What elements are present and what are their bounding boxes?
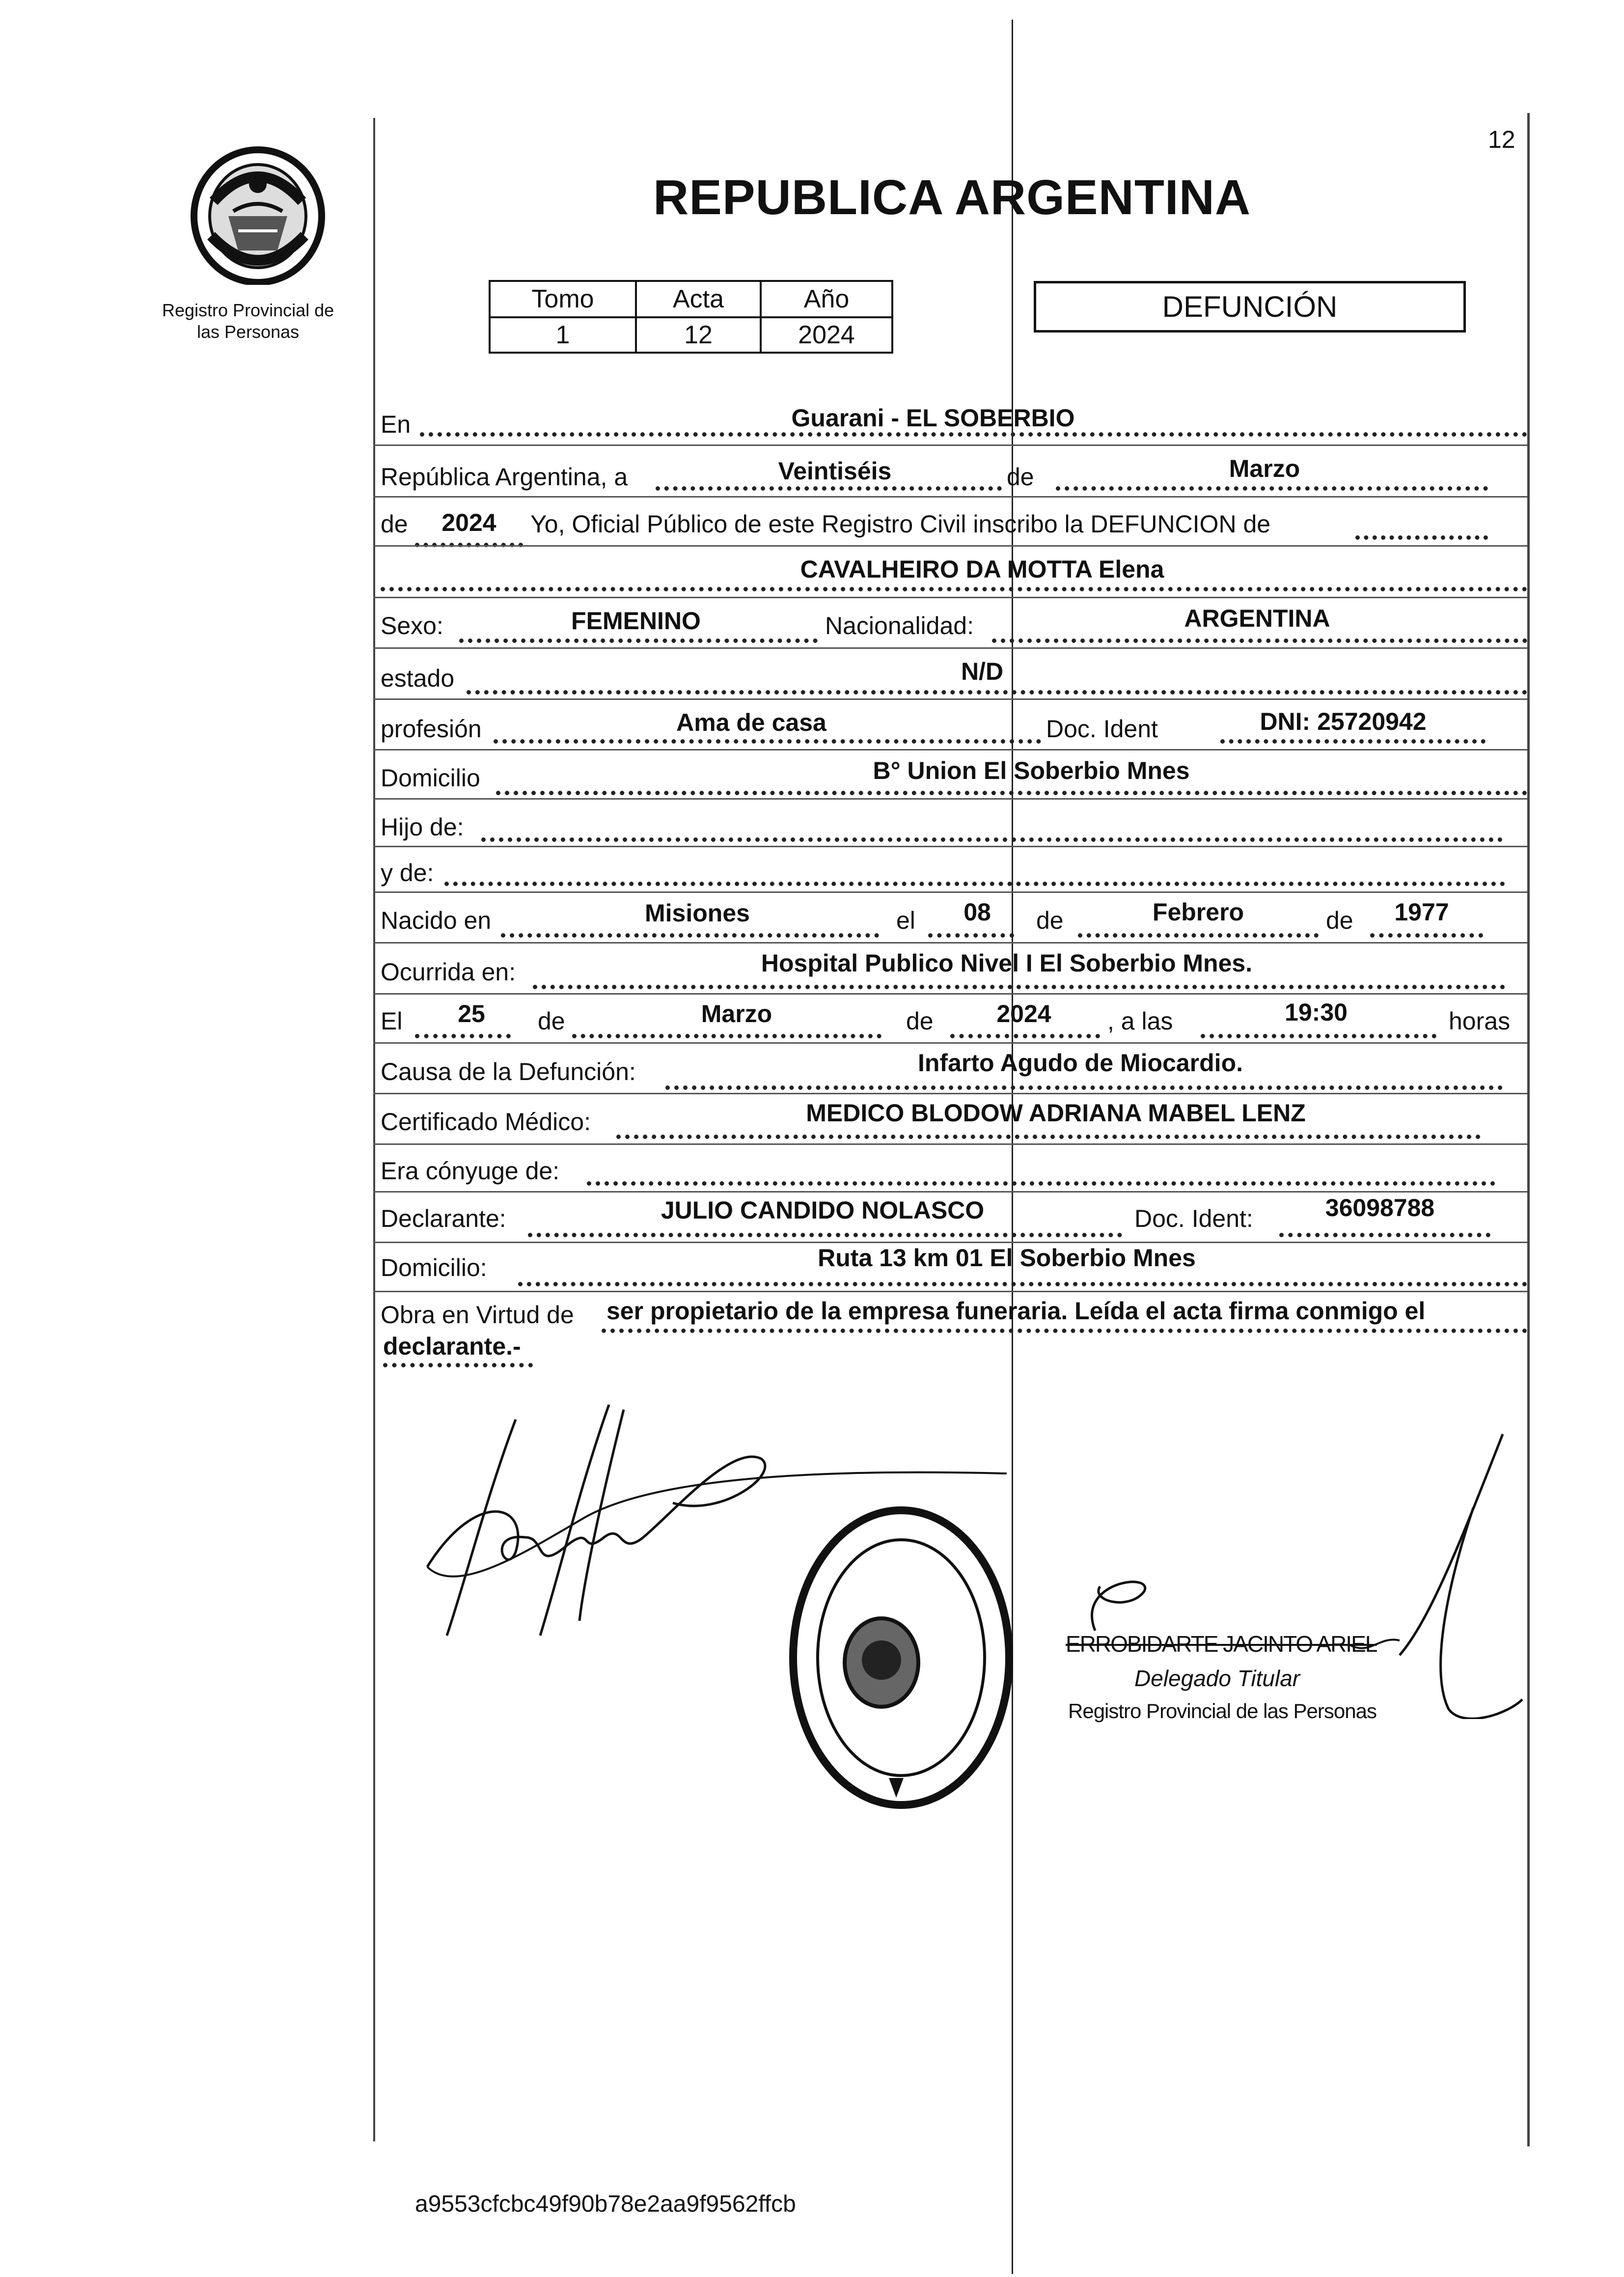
label-causa: Causa de la Defunción:	[381, 1058, 636, 1085]
document-hash: a9553cfcbc49f90b78e2aa9f9562ffcb	[415, 2191, 796, 2217]
value-causa: Infarto Agudo de Miocardio.	[917, 1049, 1243, 1077]
label-conyuge: Era cónyuge de:	[381, 1157, 560, 1185]
dots-declarante	[528, 1233, 1122, 1237]
value-nacionalidad: ARGENTINA	[1184, 605, 1330, 632]
value-fallec-hora: 19:30	[1285, 999, 1348, 1026]
dots-sexo	[459, 639, 818, 643]
dots-hijo-de	[481, 837, 1503, 842]
label-en: En	[381, 411, 411, 438]
dots-en	[420, 432, 1527, 437]
dots-nacido-lugar	[501, 933, 879, 938]
registry-label: Registro Provincial de las Personas	[162, 300, 334, 342]
value-fallec-anio: 2024	[996, 1000, 1051, 1027]
value-declarante-domicilio: Ruta 13 km 01 El Soberbio Mnes	[818, 1244, 1196, 1272]
label-obra: Obra en Virtud de	[381, 1301, 574, 1329]
signatory-title: Delegado Titular	[1134, 1666, 1300, 1691]
table-value-acta: 12	[636, 317, 761, 353]
row-divider	[373, 698, 1527, 700]
dots-declarante-domicilio	[518, 1282, 1527, 1286]
value-nacido-dia: 08	[963, 898, 991, 926]
dots-dni	[1220, 739, 1486, 744]
dots-ocurrida	[533, 985, 1505, 989]
label-domicilio2: Domicilio:	[381, 1254, 487, 1281]
dots-fallec-dia	[415, 1034, 511, 1038]
label-doc-ident2: Doc. Ident:	[1134, 1205, 1253, 1232]
row-divider	[373, 1143, 1527, 1145]
row-divider	[373, 942, 1527, 944]
value-nacido-lugar: Misiones	[645, 899, 750, 927]
label-de4: de	[1326, 907, 1353, 934]
value-anio: 2024	[441, 509, 496, 536]
province-seal-icon	[184, 138, 331, 285]
label-y-de: y de:	[381, 859, 434, 887]
right-border-line	[1527, 113, 1530, 2146]
value-domicilio: B° Union El Soberbio Mnes	[873, 757, 1190, 784]
label-yo-text: Yo, Oficial Público de este Registro Civil inscribo la DEFUNCION de	[530, 510, 1271, 538]
value-nacido-mes: Febrero	[1152, 898, 1244, 926]
value-declarante-doc: 36098788	[1325, 1194, 1435, 1222]
value-declarante: JULIO CANDIDO NOLASCO	[661, 1196, 985, 1224]
value-sexo: FEMENINO	[571, 607, 701, 635]
dots-estado	[467, 690, 1527, 694]
label-a-las: , a las	[1107, 1007, 1173, 1035]
dots-obra	[602, 1329, 1527, 1333]
row-divider	[373, 1042, 1527, 1044]
label-republica: República Argentina, a	[381, 463, 628, 491]
table-header-acta: Acta	[636, 281, 761, 317]
fold-line	[1012, 20, 1013, 2274]
value-mes: Marzo	[1229, 455, 1300, 482]
dots-y-de	[444, 882, 1505, 886]
table-header-tomo: Tomo	[490, 281, 636, 317]
label-sexo: Sexo:	[381, 612, 443, 639]
page-number: 12	[1488, 126, 1515, 153]
label-de5: de	[538, 1007, 565, 1035]
value-profesion: Ama de casa	[676, 709, 826, 736]
dots-fallec-anio	[950, 1034, 1100, 1038]
label-doc-ident: Doc. Ident	[1046, 715, 1158, 743]
table-value-tomo: 1	[490, 317, 636, 353]
page-title: REPUBLICA ARGENTINA	[653, 170, 1251, 225]
row-divider	[373, 444, 1527, 446]
row-divider	[373, 993, 1527, 995]
value-obra-line1: ser propietario de la empresa funeraria. Leída el acta firma conmigo el	[606, 1297, 1426, 1325]
value-nacido-anio: 1977	[1394, 898, 1449, 926]
dots-nacido-anio	[1370, 933, 1483, 938]
label-domicilio: Domicilio	[381, 764, 480, 792]
official-signature	[1056, 1424, 1571, 1719]
value-nombre: CAVALHEIRO DA MOTTA Elena	[800, 555, 1164, 583]
value-certificado: MEDICO BLODOW ADRIANA MABEL LENZ	[806, 1099, 1306, 1127]
record-type-label: DEFUNCIÓN	[1162, 290, 1338, 323]
label-de3: de	[1036, 907, 1064, 934]
row-divider	[373, 891, 1527, 893]
value-ocurrida: Hospital Publico Nivel I El Soberbio Mnes.	[761, 949, 1253, 977]
row-divider	[373, 749, 1527, 750]
table-header-anio: Año	[761, 281, 892, 317]
dots-causa	[665, 1085, 1503, 1090]
dots-fallec-mes	[572, 1034, 881, 1038]
record-table	[489, 280, 893, 354]
dots-nacido-mes	[1078, 933, 1319, 938]
dots-profesion	[494, 739, 1041, 744]
label-de6: de	[906, 1007, 934, 1035]
dots-certificado	[616, 1135, 1481, 1139]
label-declarante: Declarante:	[381, 1205, 506, 1232]
dots-yo	[1355, 535, 1488, 540]
record-type-box	[1034, 281, 1466, 333]
row-divider	[373, 1093, 1527, 1094]
dots-fallec-hora	[1201, 1034, 1436, 1038]
value-obra-line2: declarante.-	[383, 1333, 521, 1360]
label-horas: horas	[1449, 1007, 1511, 1035]
table-value-anio: 2024	[761, 317, 892, 353]
record-table-value-row	[490, 317, 892, 353]
dots-nombre	[381, 587, 1527, 591]
registry-stamp	[786, 1503, 1017, 1812]
value-dia: Veintiséis	[778, 457, 892, 485]
signatory-office: Registro Provincial de las Personas	[1068, 1699, 1376, 1722]
label-de1: de	[1007, 463, 1034, 491]
value-fallec-mes: Marzo	[701, 1000, 772, 1027]
label-profesion: profesión	[381, 715, 482, 743]
dots-nacido-dia	[928, 933, 1014, 938]
row-divider	[373, 545, 1527, 547]
row-divider	[373, 1291, 1527, 1292]
label-el: el	[896, 907, 915, 934]
value-fallec-dia: 25	[458, 1000, 485, 1027]
label-el2: El	[381, 1007, 403, 1035]
left-border-line	[373, 118, 375, 2141]
dots-dia	[656, 486, 1002, 491]
label-certificado: Certificado Médico:	[381, 1108, 591, 1136]
label-de2: de	[381, 510, 408, 538]
value-estado: N/D	[961, 658, 1004, 685]
label-nacionalidad: Nacionalidad:	[825, 612, 974, 639]
label-ocurrida-en: Ocurrida en:	[381, 958, 516, 986]
dots-mes	[1056, 486, 1488, 491]
label-nacido-en: Nacido en	[381, 907, 492, 934]
value-dni: DNI: 25720942	[1260, 708, 1427, 735]
dots-nacionalidad	[992, 639, 1527, 643]
row-divider	[373, 647, 1527, 649]
dots-declarante-doc	[1279, 1233, 1490, 1237]
record-table-header-row	[490, 281, 892, 317]
value-lugar: Guarani - EL SOBERBIO	[791, 404, 1075, 432]
label-hijo-de: Hijo de:	[381, 813, 464, 841]
signatory-name: ERROBIDARTE JACINTO ARIEL	[1066, 1631, 1377, 1657]
row-divider	[373, 1242, 1527, 1243]
dots-conyuge	[587, 1181, 1495, 1186]
dots-domicilio	[496, 791, 1527, 795]
row-divider	[373, 846, 1527, 847]
row-divider	[373, 496, 1527, 498]
row-divider	[373, 597, 1527, 598]
label-estado: estado	[381, 665, 455, 692]
row-divider	[373, 798, 1527, 800]
dots-obra-2	[383, 1363, 533, 1367]
row-divider	[373, 1191, 1527, 1193]
